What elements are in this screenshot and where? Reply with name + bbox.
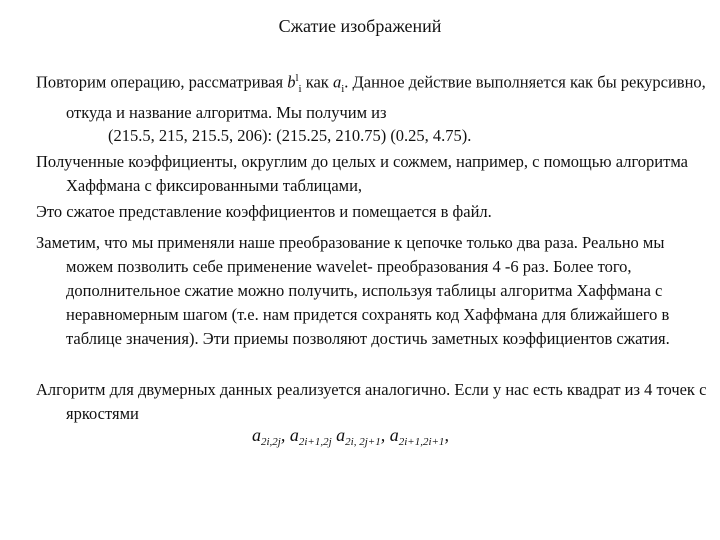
p1-post: . Данное действие выполняется как бы рекурсивно, откуда и название алгоритма. Мы получим из	[66, 72, 706, 122]
term-4-sub: 2i+1,2i+1	[398, 436, 445, 448]
p5-text: Алгоритм для двумерных данных реализуется аналогично. Если у нас есть квадрат из 4 точек с яркостями	[36, 380, 707, 423]
term-2-sub: 2i+1,2j	[298, 436, 332, 448]
paragraph-coefficients	[36, 150, 708, 198]
term-3: a	[336, 425, 346, 445]
paragraph-repeat-operation	[36, 66, 708, 125]
p4-text: Заметим, что мы применяли наше преобразование к цепочке только два раза. Реально мы можем позволить себе применение wavelet- преобразования 4 -6 раз. Более того, дополнительное сжатие можно получить, используя таблицы алгоритма Хаффмана с неравномерным шагом (т.е. нам придется сохранять код Хаффмана для ближайшего в таблице значения). Эти приемы позволяют достичь заметных коэффициентов сжатия.	[36, 233, 670, 348]
var-b-sub: i	[298, 82, 302, 95]
slide-title: Сжатие изображений	[278, 16, 442, 36]
var-a: a	[332, 72, 342, 92]
p2-text: Полученные коэффициенты, округлим до целых и сожмем, например, с помощью алгоритма Хаффмана с фиксированными таблицами,	[36, 152, 688, 195]
paragraph-notice	[36, 231, 708, 351]
var-a-sub: i	[341, 82, 345, 95]
pixel-formula	[252, 425, 449, 448]
p3-text: Это сжатое представление коэффициентов и помещается в файл.	[36, 202, 492, 221]
term-2: a	[289, 425, 299, 445]
term-3-sub: 2i, 2j+1	[345, 436, 381, 448]
sep-1: ,	[280, 425, 290, 445]
term-1: a	[252, 425, 261, 445]
paragraph-2d	[36, 378, 708, 426]
p1-pre: Повторим операцию, рассматривая	[36, 72, 288, 92]
var-b-sup: l	[295, 72, 299, 84]
term-1-sub: 2i,2j	[261, 436, 281, 448]
sep-3: ,	[380, 425, 390, 445]
var-b: b	[287, 72, 296, 92]
values-line: (215.5, 215, 215.5, 206): (215.25, 210.75) (0.25, 4.75).	[108, 126, 472, 145]
p1-mid: как	[301, 72, 333, 92]
paragraph-compressed	[36, 200, 708, 224]
sep-4: ,	[444, 425, 449, 445]
term-4: a	[389, 425, 399, 445]
